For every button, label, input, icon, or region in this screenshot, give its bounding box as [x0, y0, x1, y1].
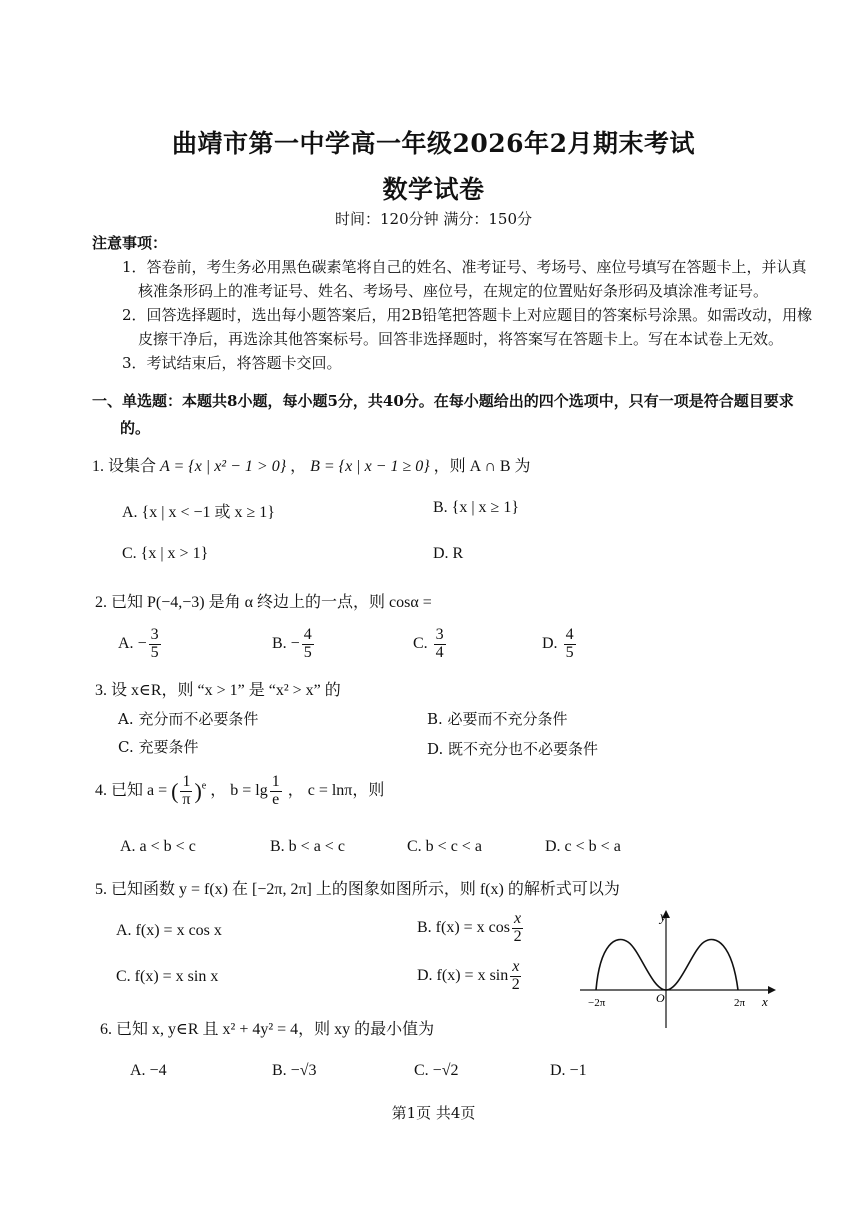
q2-b-den: 5	[303, 643, 312, 661]
q2-option-c	[413, 627, 448, 662]
q6-option-b: B. −√3	[272, 1062, 317, 1079]
q4-lg-fraction	[270, 774, 282, 809]
q1-option-c: C. {x | x > 1}	[122, 545, 209, 562]
notes-heading: 注意事项：	[92, 234, 168, 252]
q1-set-b: B = {x | x − 1 ≥ 0}	[310, 458, 430, 475]
q6-option-d: D. −1	[550, 1062, 587, 1079]
exam-time-score: 时间：120分钟 满分：150分	[334, 210, 533, 228]
q2-d-label: D.	[542, 634, 558, 652]
note-item-1b: 核准条形码上的准考证号、姓名、考场号、座位号，在规定的位置贴好条形码及填涂准考证号。	[138, 282, 769, 300]
q4-exponent: e	[201, 780, 207, 792]
q2-a-sign: −	[137, 634, 147, 652]
q4-option-b: B. b < a < c	[270, 838, 345, 855]
question-6-stem: 6. 已知 x, y∈R 且 x² + 4y² = 4，则 xy 的最小值为	[100, 1021, 435, 1038]
q5-option-c: C. f(x) = x sin x	[116, 968, 219, 985]
q4-option-c: C. b < c < a	[407, 838, 482, 855]
q2-option-d	[542, 627, 578, 662]
q4-right-paren: )	[194, 778, 202, 804]
q1-option-b: B. {x | x ≥ 1}	[433, 499, 520, 516]
q5-b-num: x	[514, 910, 522, 927]
q5-b-fraction	[512, 911, 523, 946]
q1-stem-sep: ，	[290, 458, 307, 475]
function-curve	[596, 940, 738, 990]
q6-option-c: C. −√2	[414, 1062, 459, 1079]
q4-stem-lead: 4. 已知 a =	[95, 781, 168, 799]
q3-option-c: C. 充要条件	[118, 738, 199, 756]
q2-c-label: C.	[413, 634, 428, 652]
q1-set-a: A = {x | x² − 1 > 0}	[160, 458, 287, 475]
q2-a-den: 5	[150, 643, 159, 661]
q2-a-fraction	[149, 627, 161, 662]
q1-option-d: D. R	[433, 545, 464, 562]
q5-d-num: x	[512, 958, 520, 975]
note-item-1a: 1．答卷前，考生务必用黑色碳素笔将自己的姓名、准考证号、考场号、座位号填写在答题卡上，并认真	[122, 258, 807, 276]
q1-option-a: A. {x | x < −1 或 x ≥ 1}	[122, 504, 275, 521]
q2-a-num: 3	[150, 626, 159, 643]
q4-option-d: D. c < b < a	[545, 838, 621, 855]
question-1-stem	[92, 453, 531, 476]
q2-b-fraction	[302, 627, 314, 662]
q4-a-fraction	[180, 774, 192, 809]
q6-option-a: A. −4	[130, 1062, 167, 1079]
question-2-stem: 2. 已知 P(−4,−3) 是角 α 终边上的一点，则 cosα =	[95, 594, 432, 611]
q4-a-num: 1	[182, 773, 191, 790]
q1-stem-lead: 1. 设集合	[92, 458, 157, 475]
q4-option-a: A. a < b < c	[120, 838, 196, 855]
graph-x-label: x	[762, 994, 768, 1009]
q2-c-num: 3	[435, 626, 444, 643]
page-number: 第1页 共4页	[391, 1104, 476, 1122]
q2-d-fraction	[564, 627, 576, 662]
q2-b-label: B.	[272, 634, 287, 652]
question-3-stem: 3. 设 x∈R，则 “x > 1” 是 “x² > x” 的	[95, 682, 341, 699]
q5-option-a: A. f(x) = x cos x	[116, 922, 222, 939]
q5-option-b	[417, 911, 525, 946]
q2-c-den: 4	[435, 643, 444, 661]
x-axis-arrow-icon	[768, 986, 776, 994]
q2-b-num: 4	[303, 626, 312, 643]
q2-d-den: 5	[565, 643, 574, 661]
exam-title: 曲靖市第一中学高一年级2026年2月期末考试	[172, 129, 695, 158]
q5-d-expr: D. f(x) = x sin	[417, 966, 509, 984]
question-5-stem: 5. 已知函数 y = f(x) 在 [−2π, 2π] 上的图象如图所示，则 f(x) 的解析式可以为	[95, 881, 620, 898]
q3-option-b: B. 必要而不充分条件	[427, 710, 568, 728]
q5-b-den: 2	[513, 927, 522, 945]
section-1-heading-cont: 的。	[120, 419, 151, 437]
q3-option-a: A. 充分而不必要条件	[118, 710, 259, 728]
q4-a-den: π	[182, 790, 191, 808]
note-item-2b: 皮擦干净后，再选涂其他答案标号。回答非选择题时，将答案写在答题卡上。写在本试卷上无效。	[138, 330, 784, 348]
q2-b-sign: −	[290, 634, 300, 652]
q4-stem-mid: ， b = lg	[210, 781, 268, 799]
exam-subtitle: 数学试卷	[382, 175, 485, 204]
q5-d-fraction	[510, 959, 521, 994]
graph-left-tick: −2π	[588, 997, 606, 1009]
q4-stem-end: ， c = lnπ，则	[287, 781, 385, 799]
q5-d-den: 2	[511, 975, 520, 993]
note-item-2a: 2．回答选择题时，选出每小题答案后，用2B铅笔把答题卡上对应题目的答案标号涂黑。如需改动，用橡	[122, 306, 813, 324]
graph-right-tick: 2π	[734, 997, 746, 1009]
section-1-heading: 一、单选题：本题共8小题，每小题5分，共40分。在每小题给出的四个选项中，只有一项是符合题目要求	[92, 392, 794, 410]
q2-option-b	[272, 627, 316, 662]
graph-y-label: y	[660, 910, 667, 925]
q2-c-fraction	[434, 627, 446, 662]
q5-option-d	[417, 959, 523, 994]
q2-a-label: A.	[118, 634, 134, 652]
q3-option-d: D. 既不充分也不必要条件	[427, 740, 599, 758]
graph-origin-label: O	[656, 991, 665, 1005]
note-item-3: 3．考试结束后，将答题卡交回。	[122, 354, 342, 372]
q5-b-expr: B. f(x) = x cos	[417, 918, 511, 936]
q1-stem-end: ，则 A ∩ B 为	[433, 458, 531, 475]
q4-left-paren: (	[171, 778, 179, 804]
q2-option-a	[118, 627, 163, 662]
q2-d-num: 4	[565, 626, 574, 643]
q4-lg-den: e	[272, 790, 280, 808]
question-4-stem	[95, 774, 384, 809]
q4-lg-num: 1	[271, 773, 280, 790]
q5-function-graph	[576, 904, 782, 1030]
